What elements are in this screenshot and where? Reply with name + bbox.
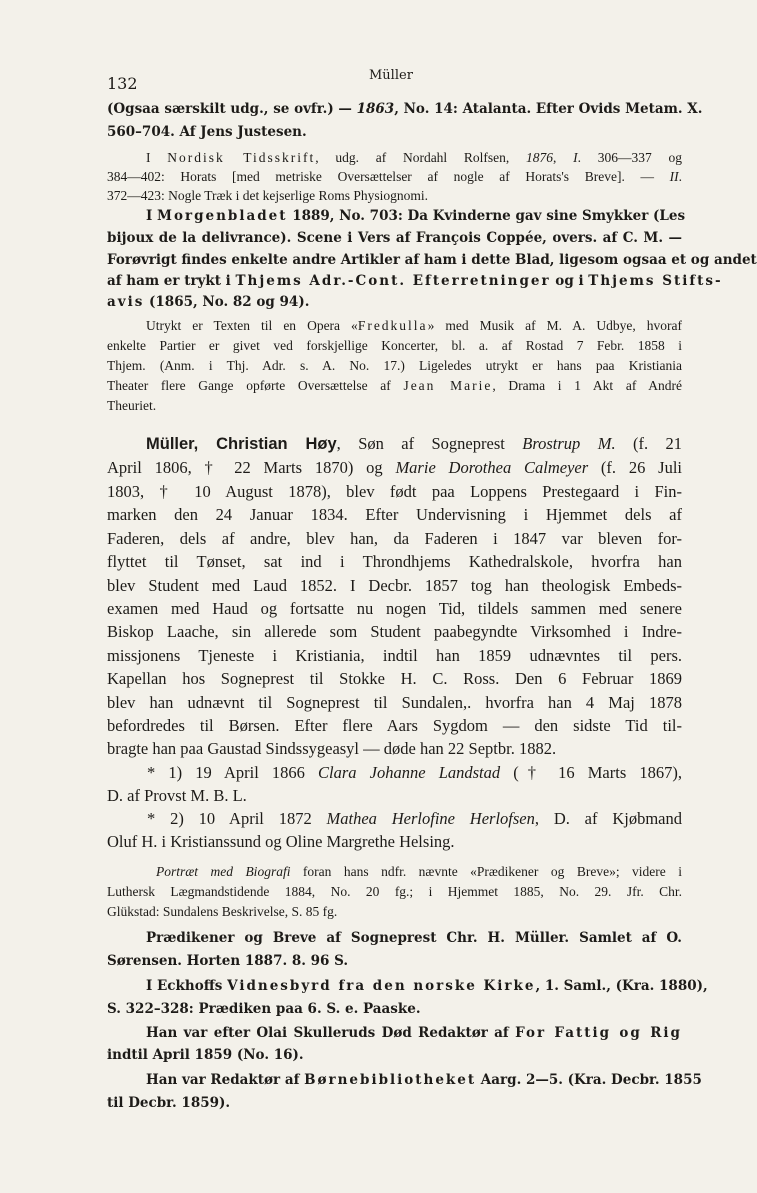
page-number: 132 — [107, 74, 138, 93]
text-line: examen med Haud og fortsatte nu nogen Tid, tildels sammen med senere — [107, 599, 682, 618]
text-line: flyttet til Tønset, sat ind i Throndhjems Kathedralskole, hvorfra han — [107, 552, 682, 571]
text-line: Han var efter Olai Skulleruds Død Redaktør af For Fattig og Rig — [146, 1025, 683, 1041]
text-line: 1803, † 10 August 1878), blev født paa Loppens Prestegaard i Fin- — [107, 482, 682, 501]
text-line: enkelte Partier er givet ved forskjellige Koncerter, bl. a. af Rostad 7 Febr. 1858 i — [107, 338, 682, 353]
text-line: Kapellan hos Sogneprest til Stokke H. C. Ross. Den 6 Februar 1869 — [107, 669, 682, 688]
text-line: I Morgenbladet 1889, No. 703: Da Kvinderne gav sine Smykker (Les — [146, 208, 686, 224]
text-line: Sørensen. Horten 1887. 8. 96 S. — [107, 953, 349, 969]
text-line: Utrykt er Texten til en Opera «Fredkulla» med Musik af M. A. Udbye, hvoraf — [146, 318, 682, 333]
entry-heading-line: Müller, Christian Høy, Søn af Sogneprest Brostrup M. (f. 21 — [146, 434, 682, 453]
text-line: missjonens Tjeneste i Kristiania, indtil han 1859 udnævntes til pers. — [107, 646, 682, 665]
text-line: blev han udnævnt til Sogneprest til Sundalen,. hvorfra han 4 Maj 1878 — [107, 693, 682, 712]
text-line: af ham er trykt i Thjems Adr.-Cont. Efterretninger og i Thjems Stifts- — [107, 273, 723, 289]
text-line: til Decbr. 1859). — [107, 1095, 231, 1111]
text-line: blev Student med Laud 1852. I Decbr. 1857 tog han theologisk Embeds- — [107, 576, 682, 595]
text-line: 384—402: Horats [med metriske Oversættelser af nogle af Horats's Breve]. — II. — [107, 169, 682, 184]
text-line: Forøvrigt findes enkelte andre Artikler af ham i dette Blad, ligesom ogsaa et og andet — [107, 252, 757, 268]
text-line: bijoux de la delivrance). Scene i Vers af François Coppée, overs. af C. M. — — [107, 230, 682, 246]
text-line: * 1) 19 April 1866 Clara Johanne Landstad († 16 Marts 1867), — [147, 763, 682, 782]
text-line: Luthersk Lægmandstidende 1884, No. 20 fg.; i Hjemmet 1885, No. 29. Jfr. Chr. — [107, 884, 682, 899]
text-line: Faderen, dels af andre, blev han, da Faderen i 1847 var bleven for- — [107, 529, 682, 548]
text-line: Theater flere Gange opførte Oversættelse af Jean Marie, Drama i 1 Akt af André — [107, 378, 682, 393]
text-line: avis (1865, No. 82 og 94). — [107, 294, 310, 310]
page-header — [107, 66, 682, 93]
text-line: Han var Redaktør af Børnebibliotheket Aarg. 2—5. (Kra. Decbr. 1855 — [146, 1072, 702, 1088]
text-line: Biskop Laache, sin allerede som Student paabegyndte Virksomhed i Indre- — [107, 622, 682, 641]
text-line: 560–704. Af Jens Justesen. — [107, 124, 307, 140]
text-line: (Ogsaa særskilt udg., se ovfr.) — 1863, No. 14: Atalanta. Efter Ovids Metam. X. — [107, 101, 703, 117]
text-line: Portræt med Biografi foran hans ndfr. nævnte «Prædikener og Breve»; videre i — [156, 864, 682, 879]
text-line: Prædikener og Breve af Sogneprest Chr. H. Müller. Samlet af O. — [146, 930, 682, 946]
text-line: 372—423: Nogle Træk i det kejserlige Roms Physiognomi. — [107, 188, 429, 203]
text-line: bragte han paa Gaustad Sindssygeasyl — døde han 22 Septbr. 1882. — [107, 739, 557, 758]
text-line: I Nordisk Tidsskrift, udg. af Nordahl Rolfsen, 1876, I. 306—337 og — [146, 150, 683, 165]
text-line: indtil April 1859 (No. 16). — [107, 1047, 304, 1063]
text-line: Thjem. (Anm. i Thj. Adr. s. A. No. 17.) Ligeledes utrykt er hans paa Kristiania — [107, 358, 682, 373]
text-line: * 2) 10 April 1872 Mathea Herlofine Herlofsen, D. af Kjøbmand — [147, 809, 682, 828]
text-line: marken den 24 Januar 1834. Efter Undervisning i Hjemmet dels af — [107, 505, 682, 524]
text-line: D. af Provst M. B. L. — [107, 786, 247, 805]
running-head: Müller — [369, 68, 413, 83]
text-line: Oluf H. i Kristianssund og Oline Margrethe Helsing. — [107, 832, 455, 851]
text-line: S. 322–328: Prædiken paa 6. S. e. Paaske. — [107, 1001, 421, 1017]
text-line: I Eckhoffs Vidnesbyrd fra den norske Kirke, 1. Saml., (Kra. 1880), — [146, 978, 708, 994]
text-line: befordredes til Børsen. Efter flere Aars Sygdom — den sidste Tid til- — [107, 716, 682, 735]
text-line: April 1806, † 22 Marts 1870) og Marie Dorothea Calmeyer (f. 26 Juli — [107, 458, 682, 477]
text-line: Theuriet. — [107, 398, 157, 413]
text-line: Glükstad: Sundalens Beskrivelse, S. 85 fg. — [107, 904, 338, 919]
